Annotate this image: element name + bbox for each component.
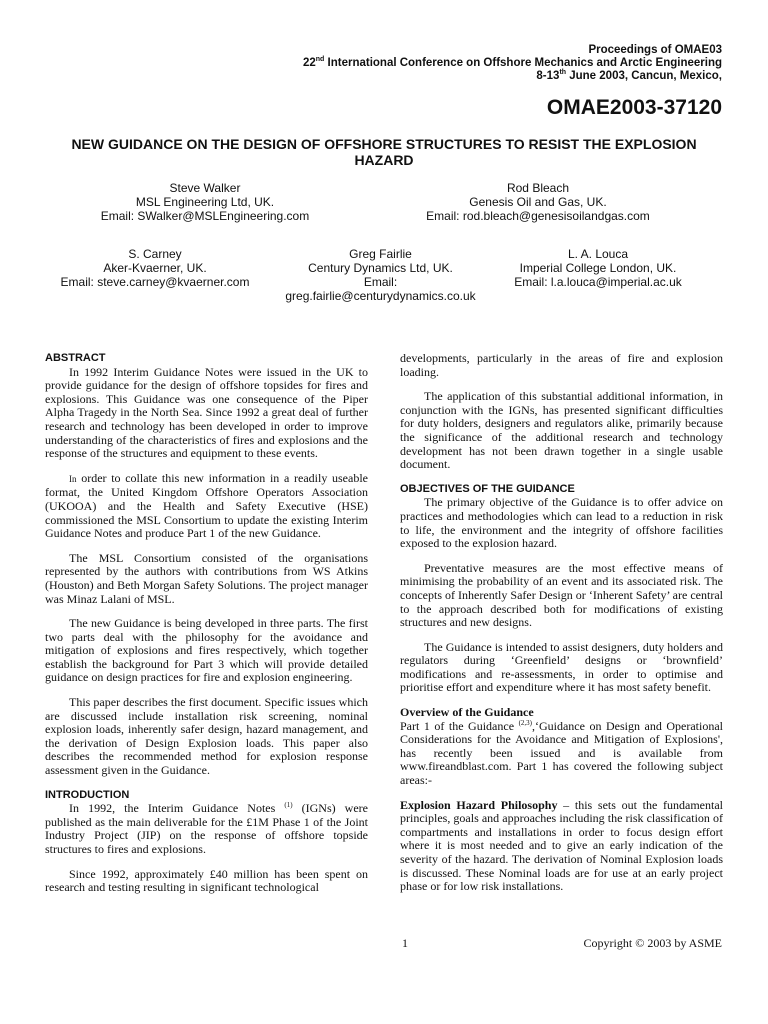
date-ordinal: th bbox=[559, 69, 567, 77]
author-bleach bbox=[398, 181, 678, 223]
author-carney bbox=[44, 247, 266, 289]
overview-paragraph bbox=[400, 720, 723, 788]
objectives-paragraph: Preventative measures are the most effective means of minimising the probability of an event and its associated risk. The concepts of Inherently Safer Design or ‘Inherent Safety’ are central to the approach described both for modifications of existing structures and new designs. bbox=[400, 560, 723, 630]
paragraph-text: – this sets out the fundamental principles, goals and approaches including the risk classification of compartments and installations in order to focus design effort where it is most needed and to give an early indication of the severity of the hazard. The derivation of Nominal Explosion loads is discussed. These Nominal loads are for use at an early project phase or for low risk installations. bbox=[400, 797, 723, 894]
author-name: Steve Walker bbox=[169, 181, 241, 195]
dropcap-in: In bbox=[69, 473, 77, 484]
page-number: 1 bbox=[402, 936, 408, 950]
date-range: 8-13 bbox=[536, 70, 560, 82]
paragraph-text: ,‘Guidance on Design and Operational Considerations for the Avoidance and Mitigation of Explosions', has recently been issued and is available from www.fireandblast.com. Part 1 has covered the following subject areas:- bbox=[400, 718, 723, 788]
objectives-paragraph: The Guidance is intended to assist designers, duty holders and regulators during ‘Greenfield’ designs or ‘brownfield’ modifications and re-assessments, in order to optimise and prioritise effort and expenditure where it has most safety benefit. bbox=[400, 639, 723, 695]
intro-paragraph: Since 1992, approximately £40 million has been spent on research and testing resulting in significant technological bbox=[45, 866, 368, 895]
left-column bbox=[45, 352, 368, 895]
author-email: greg.fairlie@centurydynamics.co.uk bbox=[285, 289, 476, 303]
paper-id: OMAE2003-37120 bbox=[546, 96, 722, 119]
copyright: Copyright © 2003 by ASME bbox=[583, 936, 722, 950]
bold-term: Explosion Hazard Philosophy bbox=[400, 797, 558, 812]
conference-name: International Conference on Offshore Mechanics and Arctic Engineering bbox=[324, 57, 722, 69]
author-name: S. Carney bbox=[128, 247, 182, 261]
explosion-hazard-philosophy-paragraph bbox=[400, 799, 723, 894]
conference-ordinal: nd bbox=[315, 56, 325, 64]
objectives-paragraph: The primary objective of the Guidance is to offer advice on practices and methodologies which can lead to a reduction in risk to life, the environment and the integrity of offshore facilities exposed to the explosion hazard. bbox=[400, 495, 723, 551]
author-name: L. A. Louca bbox=[567, 247, 629, 261]
paragraph-text: (IGNs) were published as the main deliverable for the £1M Phase 1 of the Joint Industry Project (JIP) on the response of offshore topside structures to fires and explosions. bbox=[45, 801, 368, 856]
reference-marker: (1) bbox=[284, 801, 293, 810]
author-affiliation: MSL Engineering Ltd, UK. bbox=[135, 195, 275, 209]
author-fairlie bbox=[278, 247, 483, 303]
objectives-heading: OBJECTIVES OF THE GUIDANCE bbox=[400, 482, 575, 495]
continued-paragraph: developments, particularly in the areas of fire and explosion loading. bbox=[400, 351, 723, 379]
author-affiliation: Century Dynamics Ltd, UK. bbox=[308, 261, 453, 275]
proceedings-line: Proceedings of OMAE03 bbox=[588, 44, 722, 56]
author-affiliation: Genesis Oil and Gas, UK. bbox=[469, 195, 607, 209]
paragraph-text: order to collate this new information in a readily useable format, the United Kingdom Offshore Operators Association (UKOOA) and the Health and Safety Executive (HSE) commissioned the MSL Consortium to update the existing Interim Guidance Notes and produce Part 1 of the new Guidance. bbox=[45, 470, 368, 541]
proceedings-header bbox=[303, 44, 722, 83]
author-name: Rod Bleach bbox=[506, 181, 570, 195]
paper-title: NEW GUIDANCE ON THE DESIGN OF OFFSHORE STRUCTURES TO RESIST THE EXPLOSION HAZARD bbox=[71, 136, 697, 168]
abstract-paragraph bbox=[45, 472, 368, 541]
author-name: Greg Fairlie bbox=[349, 247, 412, 261]
paragraph-text: Part 1 of the Guidance bbox=[400, 718, 519, 733]
abstract-paragraph: The MSL Consortium consisted of the organisations represented by the authors with contributions from WS Atkins (Houston) and Beth Morgan Safety Solutions. The project manager was Minaz Lalani of MSL. bbox=[45, 550, 368, 606]
date-location: June 2003, Cancun, Mexico, bbox=[566, 70, 722, 82]
author-affiliation: Imperial College London, UK. bbox=[519, 261, 677, 275]
abstract-heading: ABSTRACT bbox=[45, 352, 106, 364]
author-affiliation: Aker-Kvaerner, UK. bbox=[103, 261, 207, 275]
abstract-paragraph: In 1992 Interim Guidance Notes were issued in the UK to provide guidance for the design of offshore topsides for fires and explosions. This Guidance was one consequence of the Piper Alpha Tragedy in the North Sea. Since 1992 a great deal of further research and technology has been developed in order to improve understanding of the characteristics of fires and explosions and the response of the structures and equipment to these events. bbox=[45, 364, 368, 461]
paragraph-text: In 1992, the Interim Guidance Notes bbox=[69, 801, 285, 816]
abstract-paragraph: The new Guidance is being developed in three parts. The first two parts deal with the philosophy for the avoidance and mitigation of explosions and fires respectively, which together establish the background for Part 3 which will provide detailed guidance on design practices for fire and explosion engineering. bbox=[45, 616, 368, 685]
overview-heading: Overview of the Guidance bbox=[400, 705, 534, 720]
introduction-heading: INTRODUCTION bbox=[45, 788, 130, 801]
date-line bbox=[303, 70, 722, 83]
author-email-label: Email: bbox=[363, 275, 398, 289]
author-louca bbox=[500, 247, 696, 289]
abstract-paragraph: This paper describes the first document. Specific issues which are discussed include installation risk screening, nominal explosion loads, inherently safer design, hazard management, and the derivation of Design Explosion loads. This paper also describes the recommended method for explosion response assessment given in the Guidance. bbox=[45, 695, 368, 778]
author-email: Email: SWalker@MSLEngineering.com bbox=[100, 209, 310, 223]
conference-line bbox=[303, 57, 722, 70]
right-column bbox=[400, 352, 723, 894]
intro-paragraph bbox=[45, 802, 368, 856]
author-email: Email: l.a.louca@imperial.ac.uk bbox=[514, 275, 682, 289]
conference-number: 22 bbox=[302, 57, 316, 69]
intro-paragraph: The application of this substantial additional information, in conjunction with the IGNs, has presented significant difficulties for duty holders, designers and regulators alike, primarily because the significance of the additional research and technology development has not been drawn together in a single usable document. bbox=[400, 389, 723, 472]
reference-marker: (2,3) bbox=[518, 718, 532, 727]
author-email: Email: rod.bleach@genesisoilandgas.com bbox=[426, 209, 650, 223]
author-email: Email: steve.carney@kvaerner.com bbox=[60, 275, 250, 289]
author-walker bbox=[80, 181, 330, 223]
